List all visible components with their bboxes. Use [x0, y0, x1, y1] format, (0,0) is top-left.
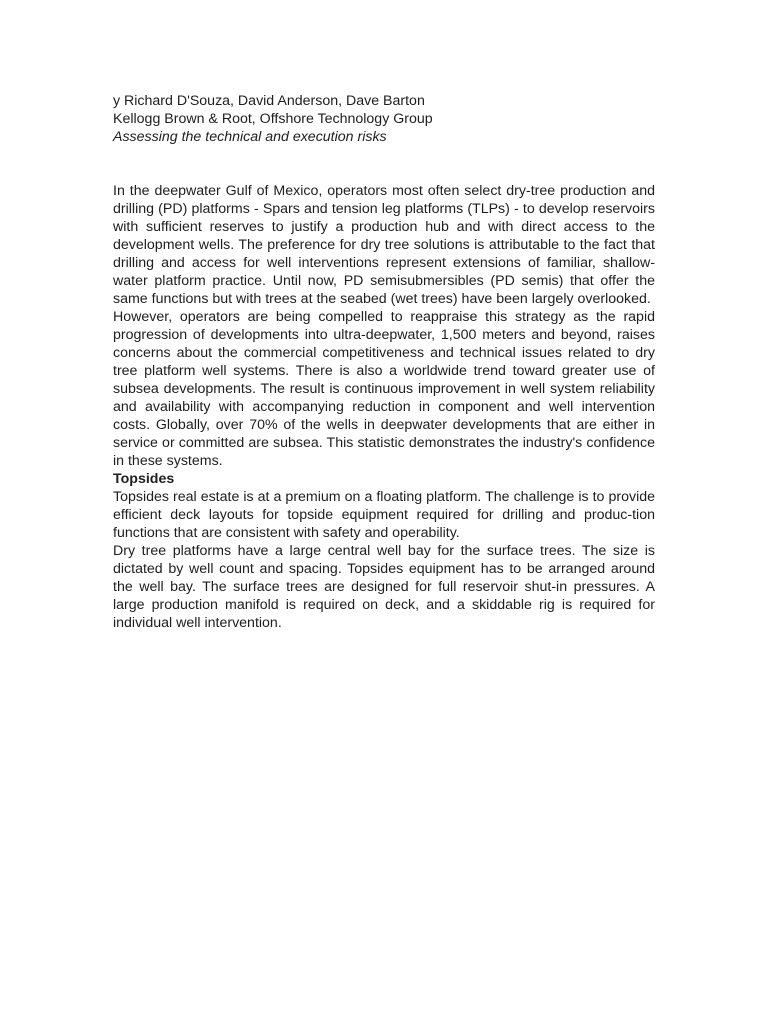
article-subtitle: Assessing the technical and execution risks [113, 129, 387, 145]
paragraph-intro: In the deepwater Gulf of Mexico, operators most often select dry-tree production and drilling (PD) platforms - Spars and tension leg platforms (TLPs) - to develop reservoirs with sufficient reserves to justify a production hub and with direct access to the development wells. The preference for dry tree solutions is attributable to the fact that drilling and access for well interventions represent extensions of familiar, shallow-water platform practice. Until now, PD semisubmersibles (PD semis) that offer the same functions but with trees at the seabed (wet trees) have been largely overlooked. [113, 183, 655, 307]
organization-line: Kellogg Brown & Root, Offshore Technology Group [113, 111, 433, 127]
paragraph-reappraisal: However, operators are being compelled to reappraise this strategy as the rapid progression of developments into ultra-deepwater, 1,500 meters and beyond, raises concerns about the commercial competitiveness and technical issues related to dry tree platform well systems. There is also a worldwide trend toward greater use of subsea developments. The result is continuous improvement in well system reliability and availability with accompanying reduction in component and well intervention costs. Globally, over 70% of the wells in deepwater developments that are either in service or committed are subsea. This statistic demonstrates the industry's confidence in these systems. [113, 309, 655, 469]
section-heading-topsides: Topsides [113, 471, 175, 487]
paragraph-topsides-estate: Topsides real estate is at a premium on a floating platform. The challenge is to provide efficient deck layouts for topside equipment required for drilling and produc-tion functions that are consistent with safety and operability. [113, 489, 655, 541]
paragraph-topsides-wellbay: Dry tree platforms have a large central well bay for the surface trees. The size is dictated by well count and spacing. Topsides equipment has to be arranged around the well bay. The surface trees are designed for full reservoir shut-in pressures. A large production manifold is required on deck, and a skiddable rig is required for individual well intervention. [113, 543, 655, 631]
authors-line: y Richard D'Souza, David Anderson, Dave Barton [113, 93, 425, 109]
article-content [113, 92, 655, 632]
section-spacer [113, 146, 655, 182]
